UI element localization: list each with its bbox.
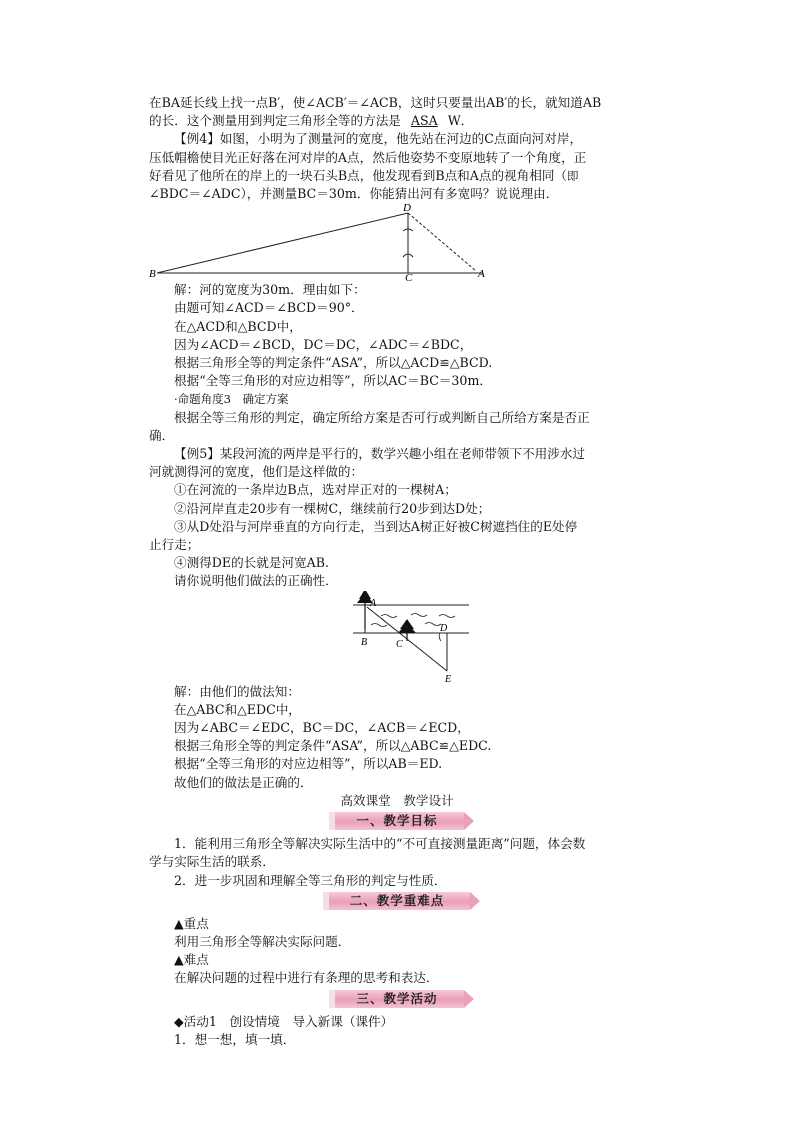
triangle-diagram [149, 203, 645, 281]
text-line: 止行走； [149, 537, 200, 553]
text-line: 根据“全等三角形的对应边相等”，所以AC＝BC＝30m． [174, 373, 492, 389]
section-band-key-points: 二、教学重难点 [324, 892, 471, 910]
difficulty-label: ▲难点 [174, 952, 209, 968]
text-line: 故他们的做法是正确的． [174, 774, 313, 790]
text-line: 河就测得河的宽度，他们是这样做的： [149, 464, 364, 480]
text-line: 1．能利用三角形全等解决实际生活中的“不可直接测量距离”问题，体会数 [174, 836, 586, 852]
activity-heading: ◆活动1 创设情境 导入新课（课件） [174, 1013, 394, 1029]
text-line: 解：由他们的做法知： [174, 683, 300, 699]
text-line: 的长．这个测量用到判定三角形全等的方法是 ASA W． [149, 113, 474, 129]
text-line: 好看见了他所在的岸上的一块石头B点，他发现看到B点和A点的视角相同（即 [149, 167, 579, 183]
text-line: 根据“全等三角形的对应边相等”，所以AB＝ED. [174, 756, 443, 772]
document-page [149, 94, 645, 1049]
text-line: 在△ACD和△BCD中， [174, 318, 302, 334]
section-band-activities: 三、教学活动 [330, 990, 463, 1008]
label-c: C [405, 272, 413, 282]
river-diagram [149, 591, 645, 683]
text-line: 在BA延长线上找一点B′，使∠ACB′＝∠ACB，这时只要量出AB′的长，就知道AB [149, 95, 602, 110]
text-line: 2．进一步巩固和理解全等三角形的判定与性质． [174, 872, 447, 888]
figure-river-trees [149, 591, 645, 683]
text-line: ④测得DE的长就是河宽AB. [174, 555, 329, 571]
example-5-heading: 【例5】某段河流的两岸是平行的，数学兴趣小组在老师带领下不用涉水过 [174, 446, 586, 462]
text-line: 压低帽檐使目光正好落在河对岸的A点，然后他姿势不变原地转了一个角度，正 [149, 149, 587, 165]
design-title: 高效课堂 教学设计 [340, 792, 454, 808]
text-line: 由题可知∠ACD＝∠BCD＝90°． [174, 300, 364, 316]
label-d: D [440, 622, 448, 634]
text-line: 根据全等三角形的判定，确定所给方案是否可行或判断自己所给方案是否正 [174, 409, 590, 425]
label-b: B [149, 268, 156, 281]
section-band-goals: 一、教学目标 [330, 812, 463, 830]
line-bd [157, 213, 408, 273]
text-line: 根据三角形全等的判定条件“ASA”，所以△ABC≌△EDC. [174, 738, 492, 754]
example-4-heading: 【例4】如图，小明为了测量河的宽度，他先站在河边的C点面向河对岸， [174, 131, 583, 147]
text-line: 因为∠ACD＝∠BCD，DC＝DC，∠ADC＝∠BDC， [174, 336, 473, 352]
line-ae [367, 607, 447, 671]
text-line: 在△ABC和△EDC中， [174, 701, 301, 717]
text-line: 解：河的宽度为30m．理由如下： [174, 282, 366, 298]
text-line: ①在河流的一条岸边B点，选对岸正对的一棵树A； [174, 482, 457, 498]
label-d: D [403, 203, 411, 215]
label-c: C [396, 638, 403, 650]
section-subheading: ·命题角度3 确定方案 [174, 392, 289, 407]
key-label: ▲重点 [174, 915, 209, 931]
text-line: ③从D处沿与河岸垂直的方向行走，当到达A树正好被C树遮挡住的E处停 [174, 518, 578, 534]
text-line: 1．想一想，填一填． [174, 1031, 296, 1047]
text-line: 确． [149, 427, 175, 443]
text-line: 利用三角形全等解决实际问题． [174, 933, 351, 949]
label-e: E [445, 673, 452, 683]
text-line: ②沿河岸直走20步有一棵树C，继续前行20步到达D处； [174, 500, 491, 516]
line-da [408, 213, 476, 271]
text-line: 请你说明他们做法的正确性． [174, 573, 338, 589]
text-line: 根据三角形全等的判定条件“ASA”，所以△ACD≌△BCD. [174, 355, 493, 371]
text-line: ∠BDC＝∠ADC），并测量BC＝30m．你能猜出河有多宽吗？说说理由． [149, 186, 559, 202]
figure-river-triangle [149, 203, 645, 281]
answer-blank: ASA [410, 113, 438, 129]
label-a: A [478, 268, 485, 281]
angle-mark [439, 633, 441, 641]
label-a: A [370, 597, 377, 609]
text-line: 在解决问题的过程中进行有条理的思考和表达． [174, 970, 439, 986]
text-line: 因为∠ABC＝∠EDC，BC＝DC，∠ACB＝∠ECD， [174, 720, 470, 736]
label-b: B [361, 636, 368, 648]
text-line: 学与实际生活的联系． [149, 854, 275, 870]
